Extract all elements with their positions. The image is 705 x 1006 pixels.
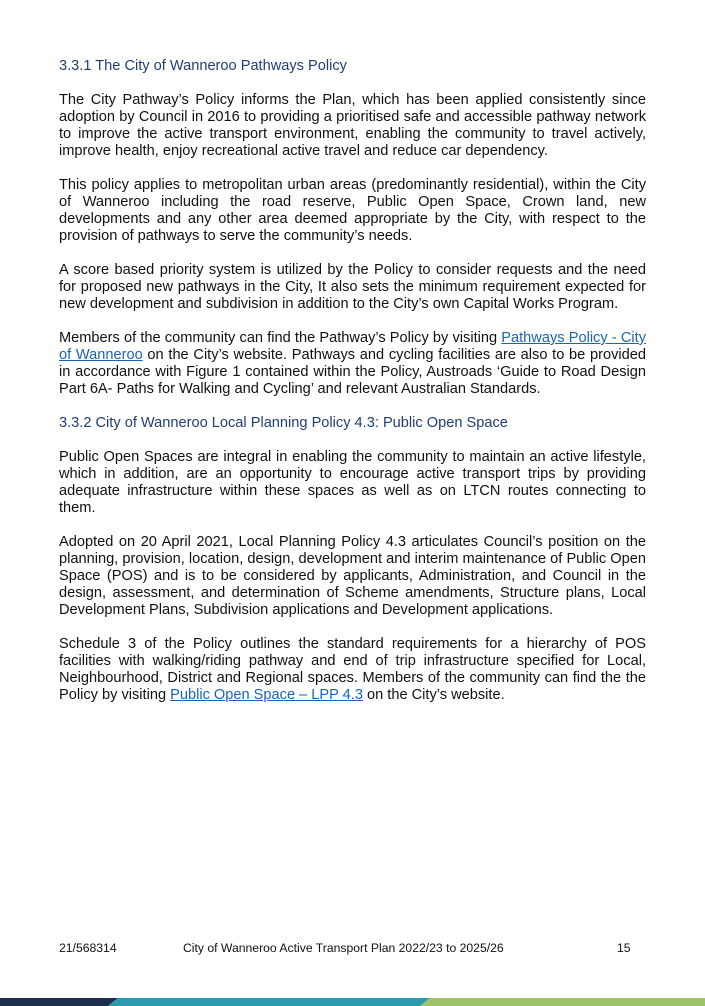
paragraph: Public Open Spaces are integral in enabling the community to maintain an active lifestyle, which in addition, are an opportunity to encourage active transport trips by providing adequate infrastructure within these spaces as well as on LTCN routes connecting to them.	[59, 449, 646, 516]
document-title: City of Wanneroo Active Transport Plan 2022/23 to 2025/26	[183, 941, 504, 955]
paragraph: The City Pathway’s Policy informs the Plan, which has been applied consistently since adoption by Council in 2016 to providing a prioritised safe and accessible pathway network to improve the active transport environment, enabling the community to travel actively, improve health, enjoy recreational active travel and reduce car dependency.	[59, 92, 646, 159]
paragraph	[59, 636, 646, 704]
section-heading-pathways-policy: 3.3.1 The City of Wanneroo Pathways Policy	[59, 58, 347, 74]
paragraph-text: Members of the community can find the Pathway’s Policy by visiting	[59, 330, 502, 346]
page-footer	[59, 940, 646, 956]
paragraph: Adopted on 20 April 2021, Local Planning Policy 4.3 articulates Council’s position on the planning, provision, location, design, development and interim maintenance of Public Open Space (POS) and is to be considered by applicants, Administration, and Council in the design, assessment, and determination of Scheme amendments, Structure plans, Local Development Plans, Subdivision applications and Development applications.	[59, 534, 646, 618]
paragraph	[59, 330, 646, 398]
document-number: 21/568314	[59, 941, 117, 955]
pathways-policy-link[interactable]: Pathways Policy - City of Wanneroo	[59, 330, 646, 363]
band-teal-segment	[108, 998, 430, 1006]
paragraph-text: on the City’s website.	[362, 687, 505, 703]
paragraph: This policy applies to metropolitan urban areas (predominantly residential), within the City of Wanneroo including the road reserve, Public Open Space, Crown land, new developments and any other area deemed appropriate by the City, with respect to the provision of pathways to serve the community’s needs.	[59, 177, 646, 244]
paragraph-text: on the City’s website. Pathways and cycling facilities are also to be provided in accordance with Figure 1 contained within the Policy, Austroads ‘Guide to Road Design Part 6A- Paths for Walking and Cycling’ and relevant Australian Standards.	[59, 347, 646, 397]
paragraph: A score based priority system is utilized by the Policy to consider requests and the need for proposed new pathways in the City, It also sets the minimum requirement expected for new development and subdivision in addition to the City’s own Capital Works Program.	[59, 262, 646, 312]
band-green-segment	[420, 998, 705, 1006]
page-content	[59, 58, 646, 704]
page-number: 15	[617, 941, 631, 955]
footer-color-band	[0, 998, 705, 1006]
section-heading-local-planning-policy: 3.3.2 City of Wanneroo Local Planning Policy 4.3: Public Open Space	[59, 415, 508, 431]
public-open-space-link[interactable]: Public Open Space – LPP 4.3	[170, 687, 363, 703]
band-dark-segment	[0, 998, 118, 1006]
paragraph-text: Schedule 3 of the Policy outlines the standard requirements for a hierarchy of POS facilities with walking/riding pathway and end of trip infrastructure specified for Local, Neighbourhood, District and Regional spaces. Members of the community can find the the Policy by visiting	[59, 636, 646, 703]
